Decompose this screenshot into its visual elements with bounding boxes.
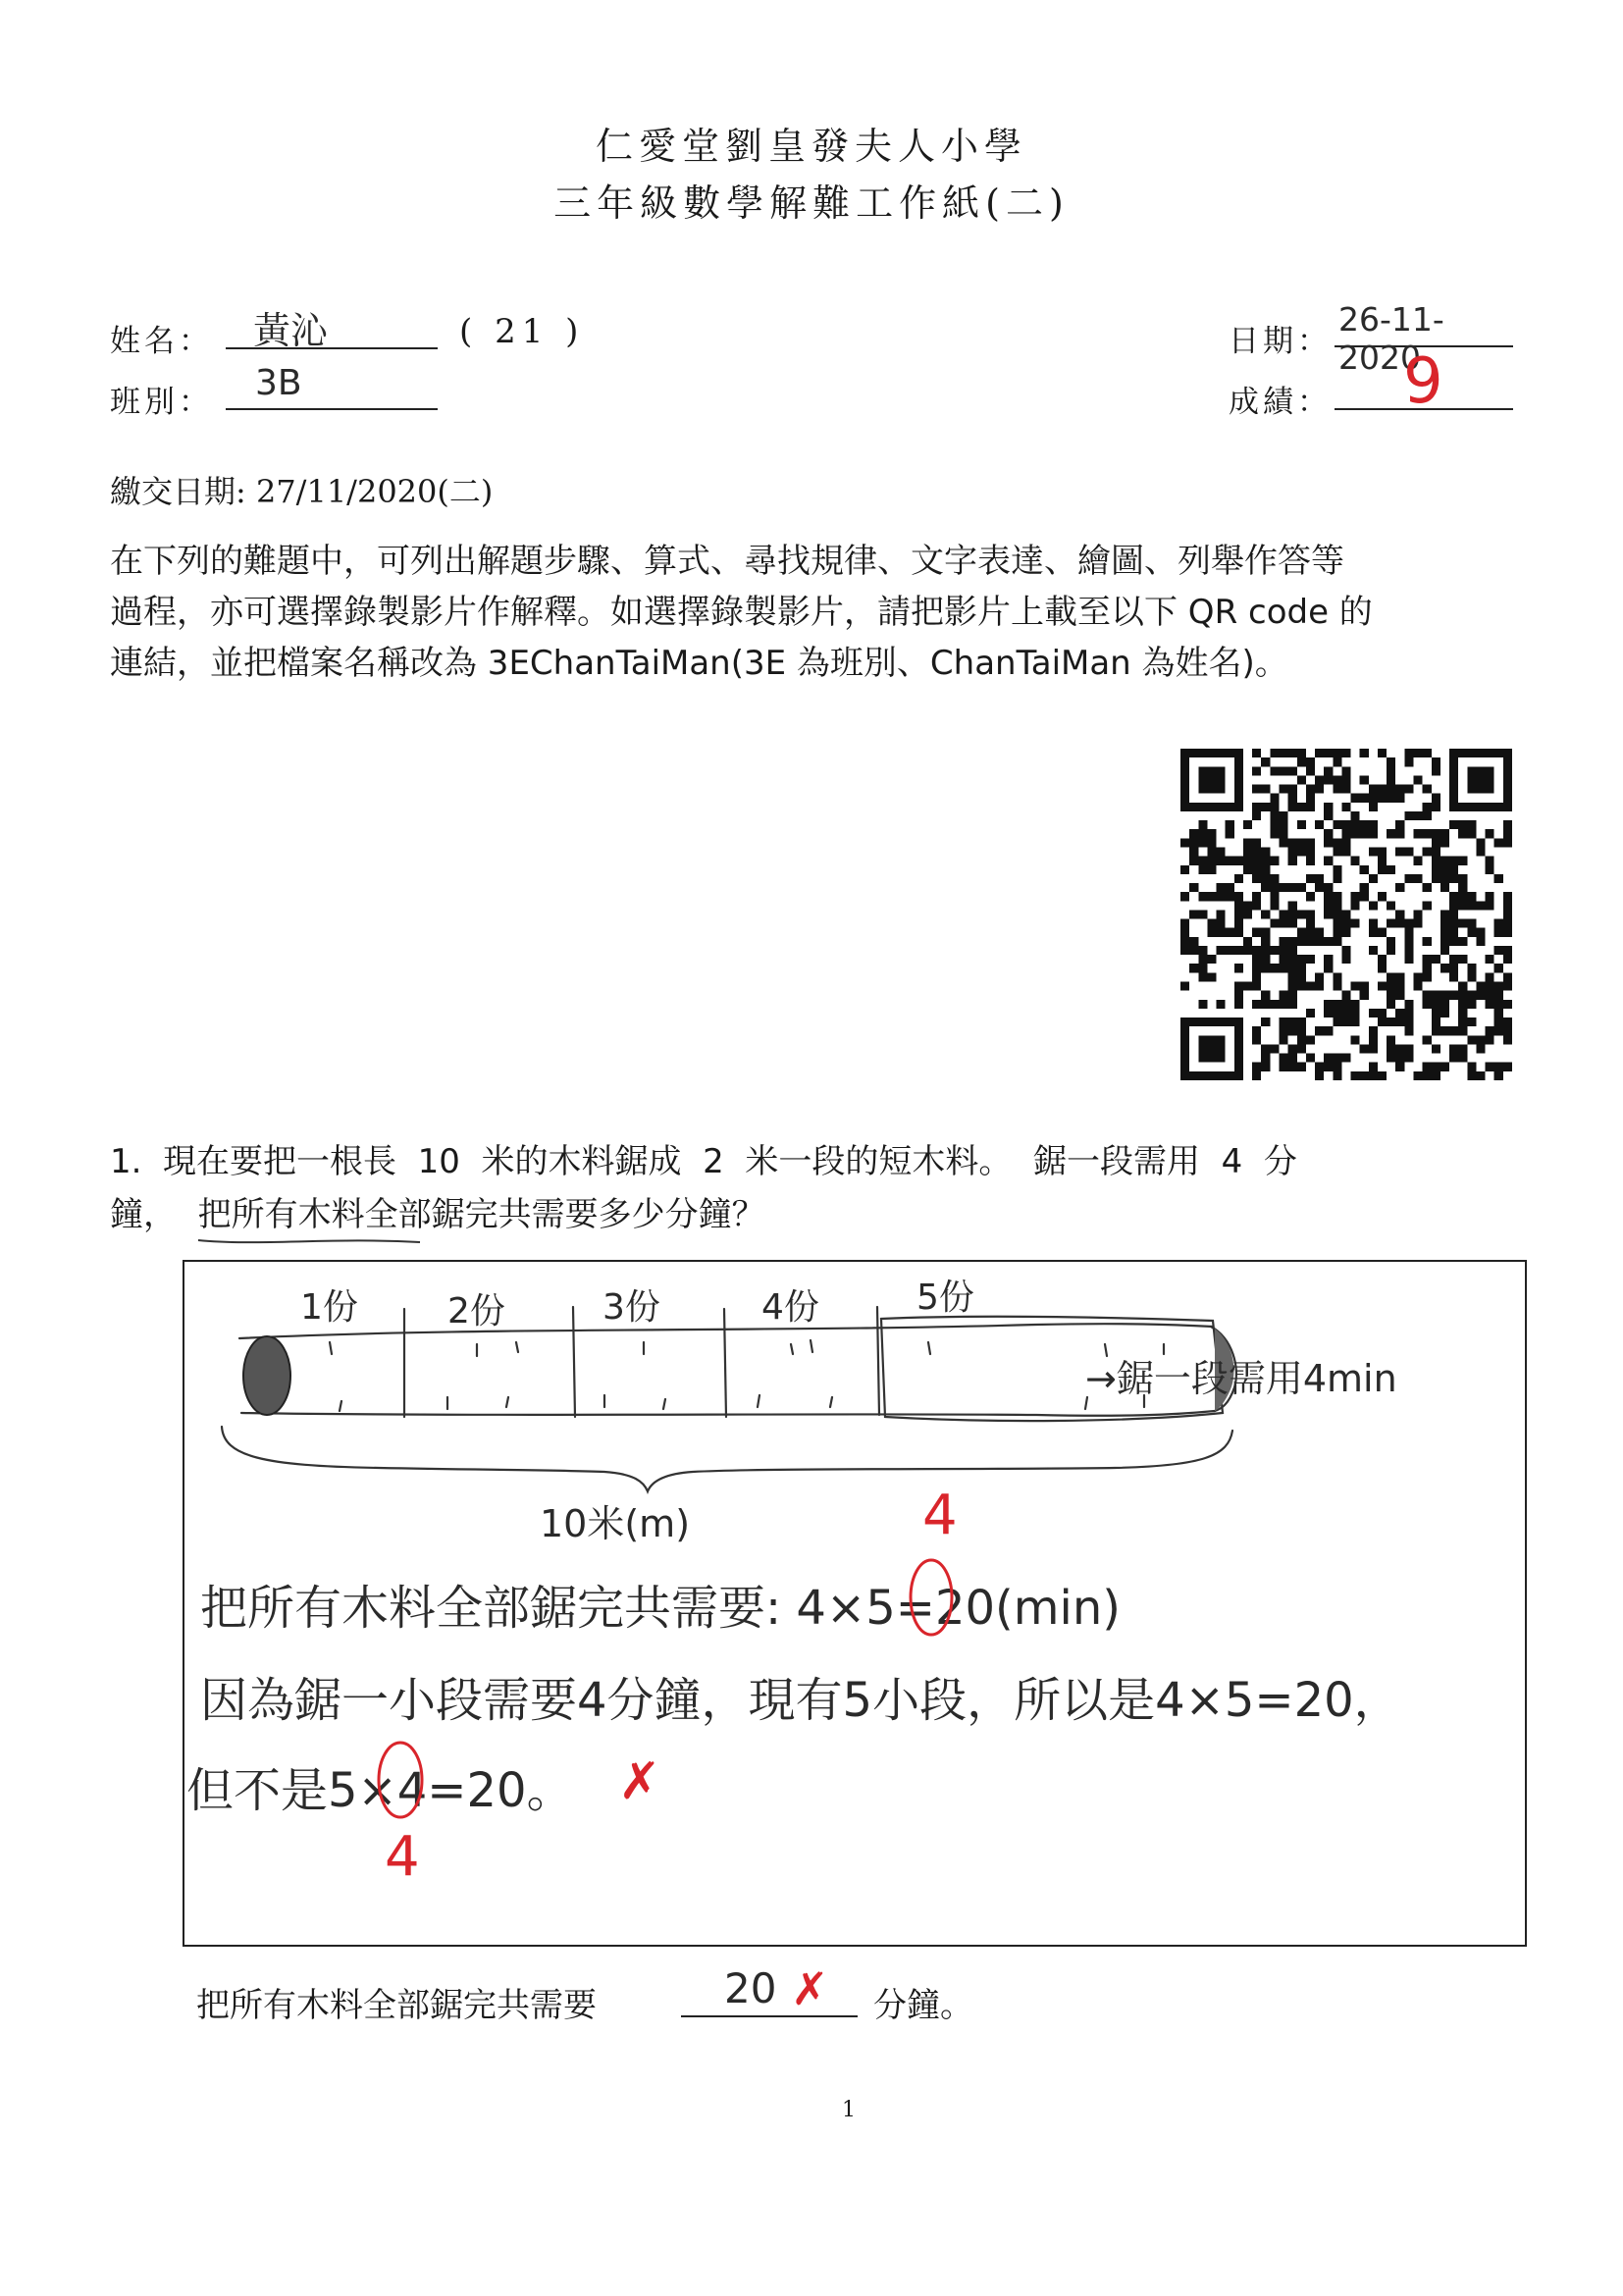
qr-code[interactable] <box>1176 749 1517 1080</box>
instruction-line: 過程，亦可選擇錄製影片作解釋。如選擇錄製影片，請把影片上載至以下 QR code 的 <box>110 593 1373 632</box>
arrow-note: →鋸一段需用4min <box>1085 1357 1397 1400</box>
log-bottom-edge <box>241 1411 1215 1416</box>
work-line-3: 但不是5×4=20。 <box>186 1763 574 1818</box>
question-underline <box>196 1234 422 1248</box>
name-label: 姓名： <box>110 324 213 359</box>
score-value: 9 <box>1403 345 1443 418</box>
class-label: 班別： <box>110 385 213 420</box>
length-label: 10米(m) <box>540 1502 691 1545</box>
cut-line-3 <box>724 1309 726 1417</box>
work-line-1: 把所有木料全部鋸完共需要: 4×5=20(min) <box>200 1581 1121 1636</box>
log-left-end <box>243 1336 290 1415</box>
segment-label-5: 5份 <box>916 1278 974 1318</box>
school-name: 仁愛堂劉皇發夫人小學 <box>595 125 1027 168</box>
final-answer-value: 20 <box>724 1964 777 2012</box>
question-line-1: 1. 現在要把一根長 10 米的木料鋸成 2 米一段的短木料。 鋸一段需用 4 分 <box>110 1142 1297 1181</box>
segment-label-2: 2份 <box>447 1291 505 1331</box>
correction-top: 4 <box>922 1484 958 1547</box>
date-value: 26-11-2020 <box>1338 300 1444 377</box>
segment-label-4: 4份 <box>761 1287 819 1328</box>
log-top-edge <box>239 1324 1213 1338</box>
question-line-2: 鐘， 把所有木料全部鋸完共需要多少分鐘？ <box>110 1195 765 1234</box>
final-answer-suffix: 分鐘。 <box>873 1986 973 2025</box>
segment-label-1: 1份 <box>300 1287 358 1328</box>
date-field <box>1335 298 1513 377</box>
score-label: 成績： <box>1229 385 1332 420</box>
class-field <box>226 361 438 410</box>
instructions <box>110 536 1552 689</box>
final-answer-prefix: 把所有木料全部鋸完共需要 <box>196 1986 597 2025</box>
score-field <box>1335 345 1513 418</box>
due-date: 繳交日期: 27/11/2020(二) <box>110 473 494 510</box>
page-number: 1 <box>842 2098 856 2122</box>
cut-line-2 <box>573 1307 575 1417</box>
student-number: ( 21 ) <box>459 312 585 351</box>
instruction-line: 連結，並把檔案名稱改為 3EChanTaiMan(3E 為班別、ChanTaiMan 為姓名)。 <box>110 644 1288 683</box>
segment-label-3: 3份 <box>602 1287 660 1328</box>
cross-mark-work: ✗ <box>618 1752 661 1811</box>
name-value: 黃沁 <box>253 309 329 352</box>
cut-line-4 <box>877 1307 879 1415</box>
length-brace <box>222 1427 1232 1491</box>
cross-mark-answer: ✗ <box>791 1962 829 2015</box>
class-value: 3B <box>255 363 302 403</box>
work-line-2: 因為鋸一小段需要4分鐘，現有5小段，所以是4×5=20， <box>200 1673 1401 1728</box>
final-answer-field <box>681 1962 858 2017</box>
correction-bottom: 4 <box>385 1825 420 1889</box>
circle-mark-bottom <box>375 1739 426 1821</box>
name-field <box>226 300 438 352</box>
instruction-line: 在下列的難題中，可列出解題步驟、算式、尋找規律、文字表達、繪圖、列舉作答等 <box>110 542 1344 581</box>
date-label: 日期： <box>1229 324 1332 359</box>
circle-mark-top <box>907 1556 956 1639</box>
worksheet-title: 三年級數學解難工作紙(二) <box>553 182 1070 225</box>
